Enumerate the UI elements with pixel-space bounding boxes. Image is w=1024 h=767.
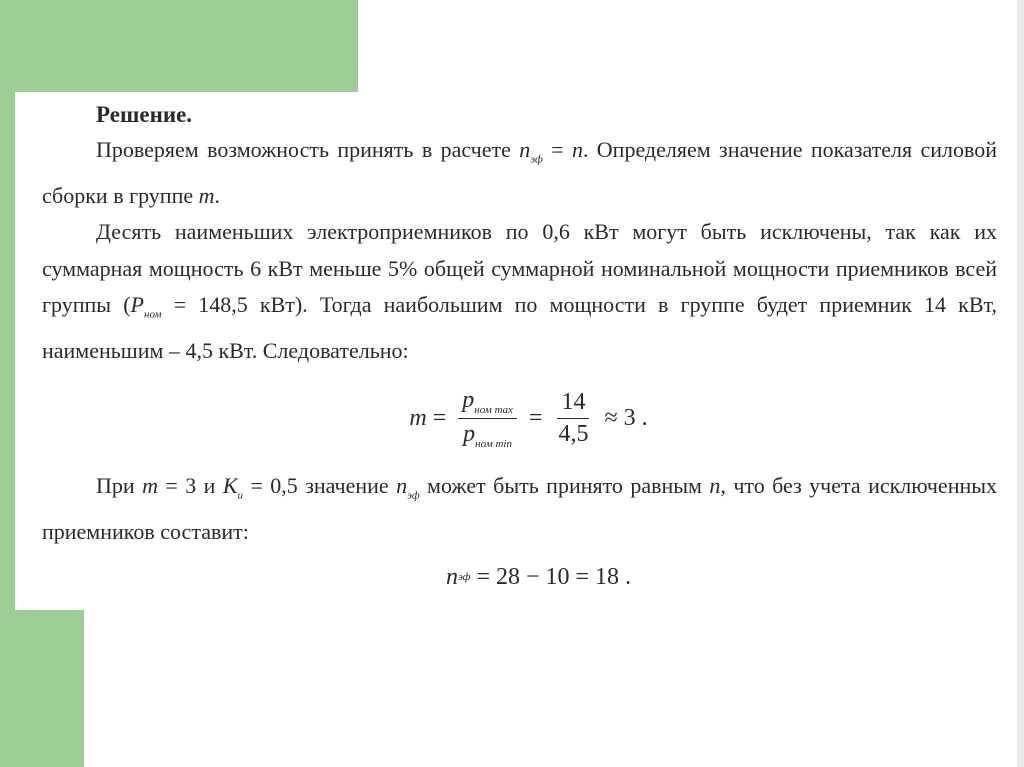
fraction-values	[554, 387, 592, 450]
text: может быть принято равным	[427, 472, 702, 498]
text: При	[96, 472, 135, 498]
denominator	[459, 419, 516, 452]
var-n: n	[445, 563, 458, 590]
var-P: P	[130, 292, 144, 318]
paragraph-exclusion	[42, 214, 997, 369]
denominator-value: 4,5	[558, 421, 589, 448]
text: . Определяем значение показателя силовой сборки в группе	[42, 137, 998, 208]
text: = 0,5 значение	[250, 472, 389, 498]
var-K: K	[222, 472, 238, 498]
sub-i: и	[237, 489, 244, 502]
sub-ef: эф	[530, 153, 543, 166]
sub-ef: эф	[407, 489, 420, 502]
expression: = 28 − 10 = 18	[476, 563, 620, 590]
text: = 148,5 кВт). Тогда наибольшим по мощности в группе будет приемник 14 кВт, наименьшим – 4,5 кВт. Следовательно:	[42, 292, 997, 364]
numerator-value: 14	[557, 387, 589, 419]
solution-heading: Решение.	[96, 102, 193, 127]
equals: =	[432, 405, 447, 432]
var-n: n	[709, 472, 721, 498]
equals: =	[528, 405, 543, 432]
var-n: n	[396, 472, 408, 498]
formula-m	[42, 370, 997, 468]
numerator	[458, 385, 517, 419]
sub-nom: ном	[143, 308, 162, 321]
document-page	[15, 92, 1004, 610]
var-n: n	[571, 137, 583, 162]
var-p: p	[462, 387, 475, 414]
var-m: m	[198, 182, 215, 208]
var-m: m	[409, 405, 427, 432]
period: .	[641, 405, 648, 432]
text: = 3 и	[165, 472, 216, 498]
paragraph-conclusion	[42, 468, 997, 550]
decorative-green-block-top	[0, 0, 358, 100]
formula-n-ef	[42, 550, 997, 604]
approx-result: ≈ 3	[604, 405, 636, 432]
equals: =	[551, 137, 564, 162]
slide-edge	[1017, 0, 1024, 767]
fraction-power	[458, 385, 517, 452]
text: , что без учета исключенных приемников составит:	[42, 472, 998, 544]
text: Проверяем возможность принять в расчете	[96, 137, 511, 162]
paragraph-check	[42, 132, 997, 214]
document-content	[42, 92, 997, 604]
sub-ef: эф	[457, 571, 471, 584]
var-m: m	[142, 472, 158, 498]
var-p: p	[463, 421, 476, 448]
sub-nom-min: ном min	[475, 438, 512, 451]
text: .	[214, 182, 221, 208]
var-n: n	[519, 137, 531, 162]
sub-nom-max: ном max	[474, 404, 513, 417]
text: Десять наименьших электроприемников по 0,6 кВт могут быть исключены, так как их суммарная мощность 6 кВт меньше 5% общей суммарной номинальной мощности приемников всей группы (	[42, 219, 997, 318]
period: .	[625, 563, 632, 590]
